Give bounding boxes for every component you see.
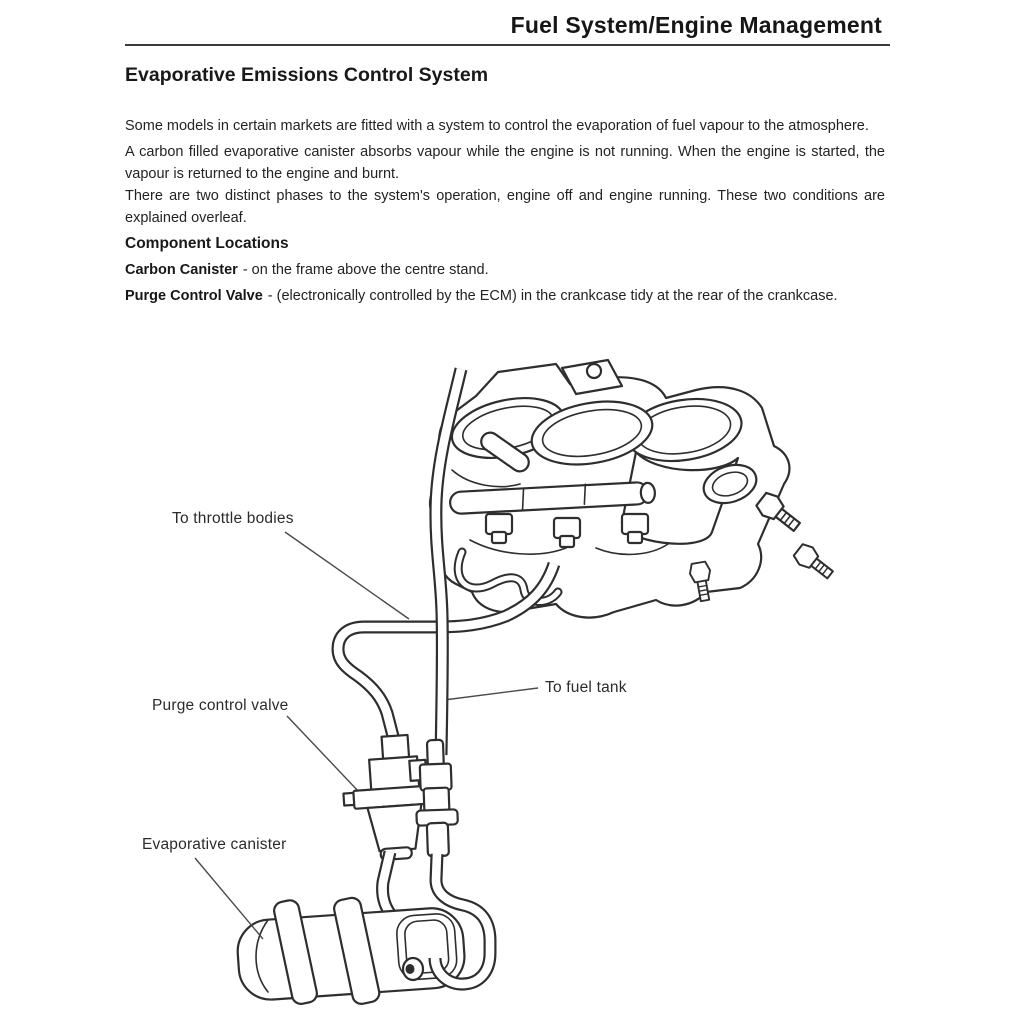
label-evaporative-canister: Evaporative canister <box>142 836 287 853</box>
component-desc: - (electronically controlled by the ECM) in the crankcase tidy at the rear of the crankcase. <box>267 288 838 304</box>
paragraph: A carbon filled evaporative canister absorbs vapour while the engine is not running. When the engine is started, the vapour is returned to the engine and burnt. <box>125 143 885 182</box>
leader-line-throttle-bodies <box>285 532 409 619</box>
canister-port-hole <box>406 964 415 974</box>
bracket-bolt <box>587 364 601 378</box>
page-header-title: Fuel System/Engine Management <box>510 12 882 38</box>
label-to-throttle-bodies: To throttle bodies <box>172 510 294 527</box>
label-to-fuel-tank: To fuel tank <box>545 679 627 696</box>
component-term: Purge Control Valve <box>125 288 263 304</box>
paragraph: Some models in certain markets are fitted with a system to control the evaporation of fuel vapour to the atmosphere. <box>125 117 869 134</box>
component-desc: - on the frame above the centre stand. <box>242 262 489 278</box>
component-locations-heading: Component Locations <box>125 235 289 252</box>
mount-bolt <box>792 541 837 583</box>
section-title: Evaporative Emissions Control System <box>125 64 489 86</box>
valve-to-canister-hose <box>383 852 394 918</box>
component-term: Carbon Canister <box>125 262 238 278</box>
paragraph: There are two distinct phases to the system's operation, engine off and engine running. These two conditions are explained overleaf. <box>125 187 885 226</box>
leader-line-canister <box>195 858 263 939</box>
label-purge-control-valve: Purge control valve <box>152 697 289 714</box>
purge-control-valve <box>340 734 432 863</box>
evaporative-canister <box>236 896 467 1005</box>
leader-line-fuel-tank <box>444 688 538 700</box>
leader-line-purge-valve <box>287 716 360 793</box>
throttle-body-assembly-illustration <box>430 360 837 618</box>
